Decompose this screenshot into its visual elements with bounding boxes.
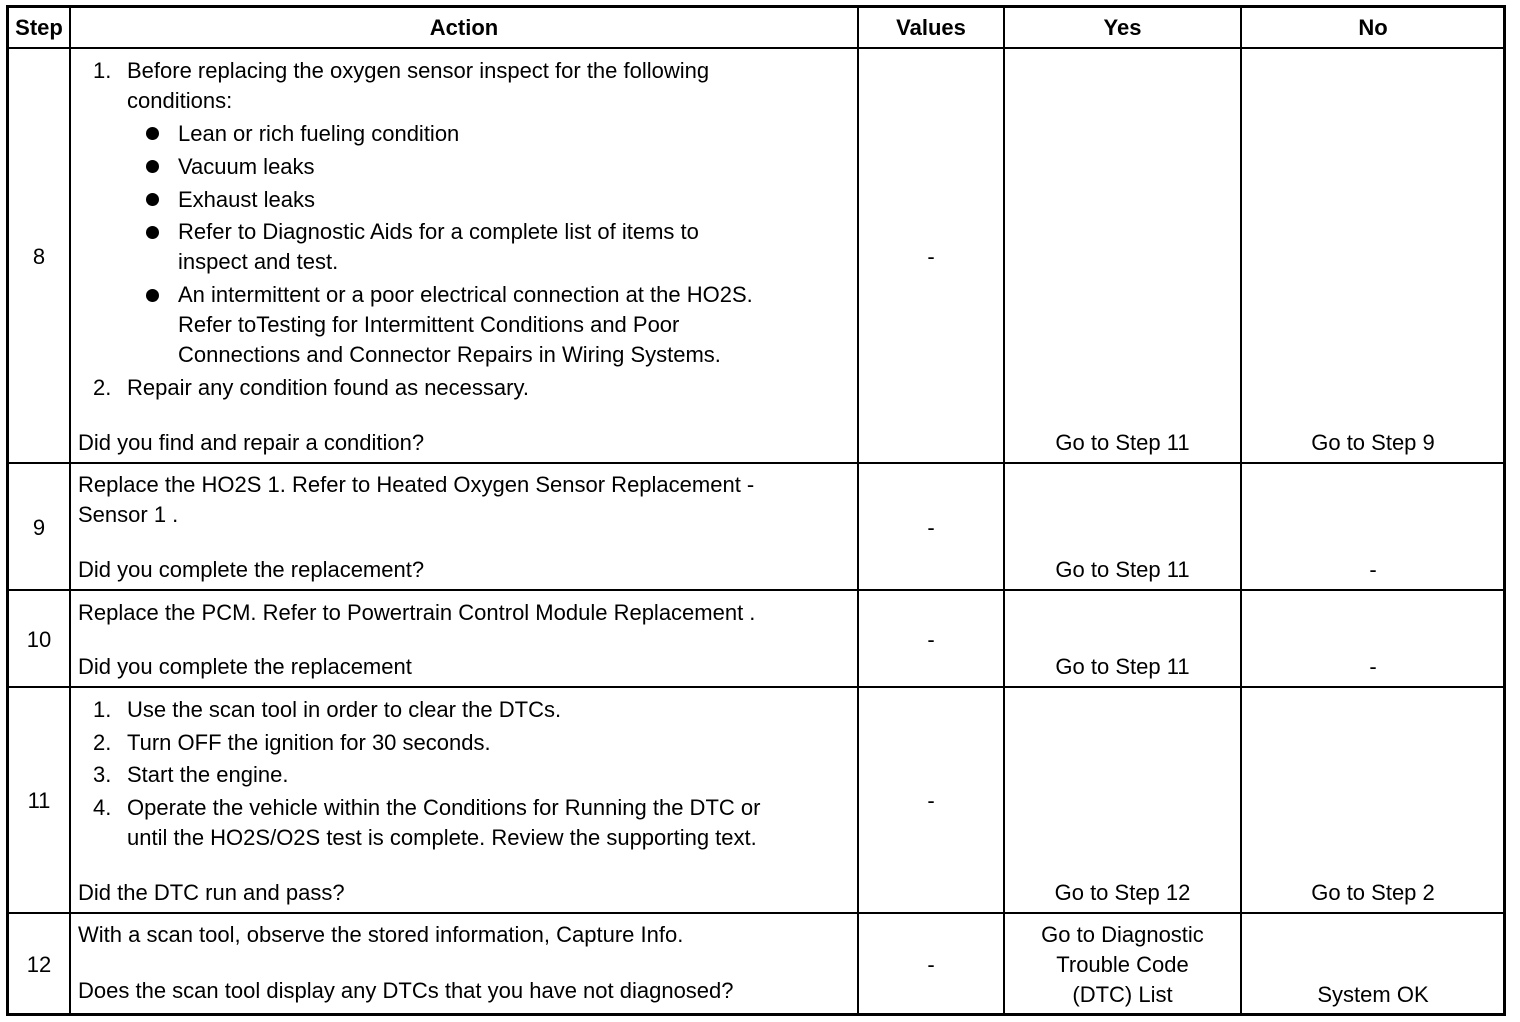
yes-cell: Go to Step 11 — [1055, 557, 1190, 582]
values-cell: - — [927, 515, 935, 540]
bullet-icon — [146, 160, 159, 173]
action-text: With a scan tool, observe the stored information, Capture Info. — [78, 922, 684, 947]
column-divider — [1240, 5, 1242, 1016]
action-text: Sensor 1 . — [78, 502, 179, 527]
no-cell: - — [1369, 654, 1377, 679]
values-cell: - — [927, 952, 935, 977]
list-number: 1. — [93, 58, 112, 83]
yes-cell: Go to Diagnostic — [1041, 922, 1204, 947]
row-divider — [6, 589, 1506, 591]
bullet-text: Exhaust leaks — [178, 187, 315, 212]
step-number: 10 — [26, 627, 52, 652]
action-text: Operate the vehicle within the Conditions for Running the DTC or — [127, 795, 761, 820]
list-number: 4. — [93, 795, 112, 820]
bullet-text: An intermittent or a poor electrical connection at the HO2S. — [178, 282, 753, 307]
action-question: Does the scan tool display any DTCs that you have not diagnosed? — [78, 978, 734, 1003]
bullet-icon — [146, 226, 159, 239]
bullet-text: Vacuum leaks — [178, 154, 315, 179]
values-cell: - — [927, 788, 935, 813]
action-text: conditions: — [127, 88, 233, 113]
step-number: 12 — [26, 952, 52, 977]
action-text: Repair any condition found as necessary. — [127, 375, 529, 400]
action-text: Before replacing the oxygen sensor inspect for the following — [127, 58, 710, 83]
list-number: 2. — [93, 730, 112, 755]
bullet-text: Connections and Connector Repairs in Wiring Systems. — [178, 342, 721, 367]
action-text: Start the engine. — [127, 762, 289, 787]
action-question: Did the DTC run and pass? — [78, 880, 345, 905]
values-cell: - — [927, 244, 935, 269]
header-action: Action — [429, 15, 499, 40]
bullet-text: Refer to Diagnostic Aids for a complete list of items to — [178, 219, 699, 244]
action-text: Replace the HO2S 1. Refer to Heated Oxygen Sensor Replacement - — [78, 472, 755, 497]
header-yes: Yes — [1103, 15, 1142, 40]
step-number: 11 — [27, 788, 51, 813]
no-cell: Go to Step 2 — [1311, 880, 1435, 905]
yes-cell: (DTC) List — [1072, 982, 1173, 1007]
yes-cell: Go to Step 12 — [1054, 880, 1191, 905]
step-number: 8 — [32, 244, 46, 269]
row-divider — [6, 686, 1506, 688]
no-cell: - — [1369, 557, 1377, 582]
values-cell: - — [927, 627, 935, 652]
yes-cell: Go to Step 11 — [1055, 430, 1190, 455]
step-number: 9 — [32, 515, 46, 540]
row-divider — [6, 462, 1506, 464]
bullet-text: inspect and test. — [178, 249, 339, 274]
row-divider — [6, 912, 1506, 914]
bullet-icon — [146, 193, 159, 206]
list-number: 2. — [93, 375, 112, 400]
action-question: Did you complete the replacement? — [78, 557, 425, 582]
column-divider — [857, 5, 859, 1016]
yes-cell: Trouble Code — [1056, 952, 1189, 977]
list-number: 1. — [93, 697, 112, 722]
column-divider — [69, 5, 71, 1016]
list-number: 3. — [93, 762, 112, 787]
yes-cell: Go to Step 11 — [1055, 654, 1190, 679]
action-text: Turn OFF the ignition for 30 seconds. — [127, 730, 491, 755]
bullet-text: Refer toTesting for Intermittent Conditions and Poor — [178, 312, 680, 337]
action-question: Did you find and repair a condition? — [78, 430, 425, 455]
header-values: Values — [896, 15, 966, 40]
column-divider — [1003, 5, 1005, 1016]
no-cell: System OK — [1317, 982, 1429, 1007]
no-cell: Go to Step 9 — [1311, 430, 1435, 455]
header-divider — [6, 47, 1506, 49]
header-step: Step — [15, 15, 63, 40]
header-no: No — [1358, 15, 1388, 40]
bullet-icon — [146, 127, 159, 140]
action-text: until the HO2S/O2S test is complete. Review the supporting text. — [127, 825, 757, 850]
bullet-text: Lean or rich fueling condition — [178, 121, 460, 146]
action-text: Replace the PCM. Refer to Powertrain Control Module Replacement . — [78, 600, 756, 625]
action-question: Did you complete the replacement — [78, 654, 412, 679]
action-text: Use the scan tool in order to clear the DTCs. — [127, 697, 562, 722]
bullet-icon — [146, 289, 159, 302]
